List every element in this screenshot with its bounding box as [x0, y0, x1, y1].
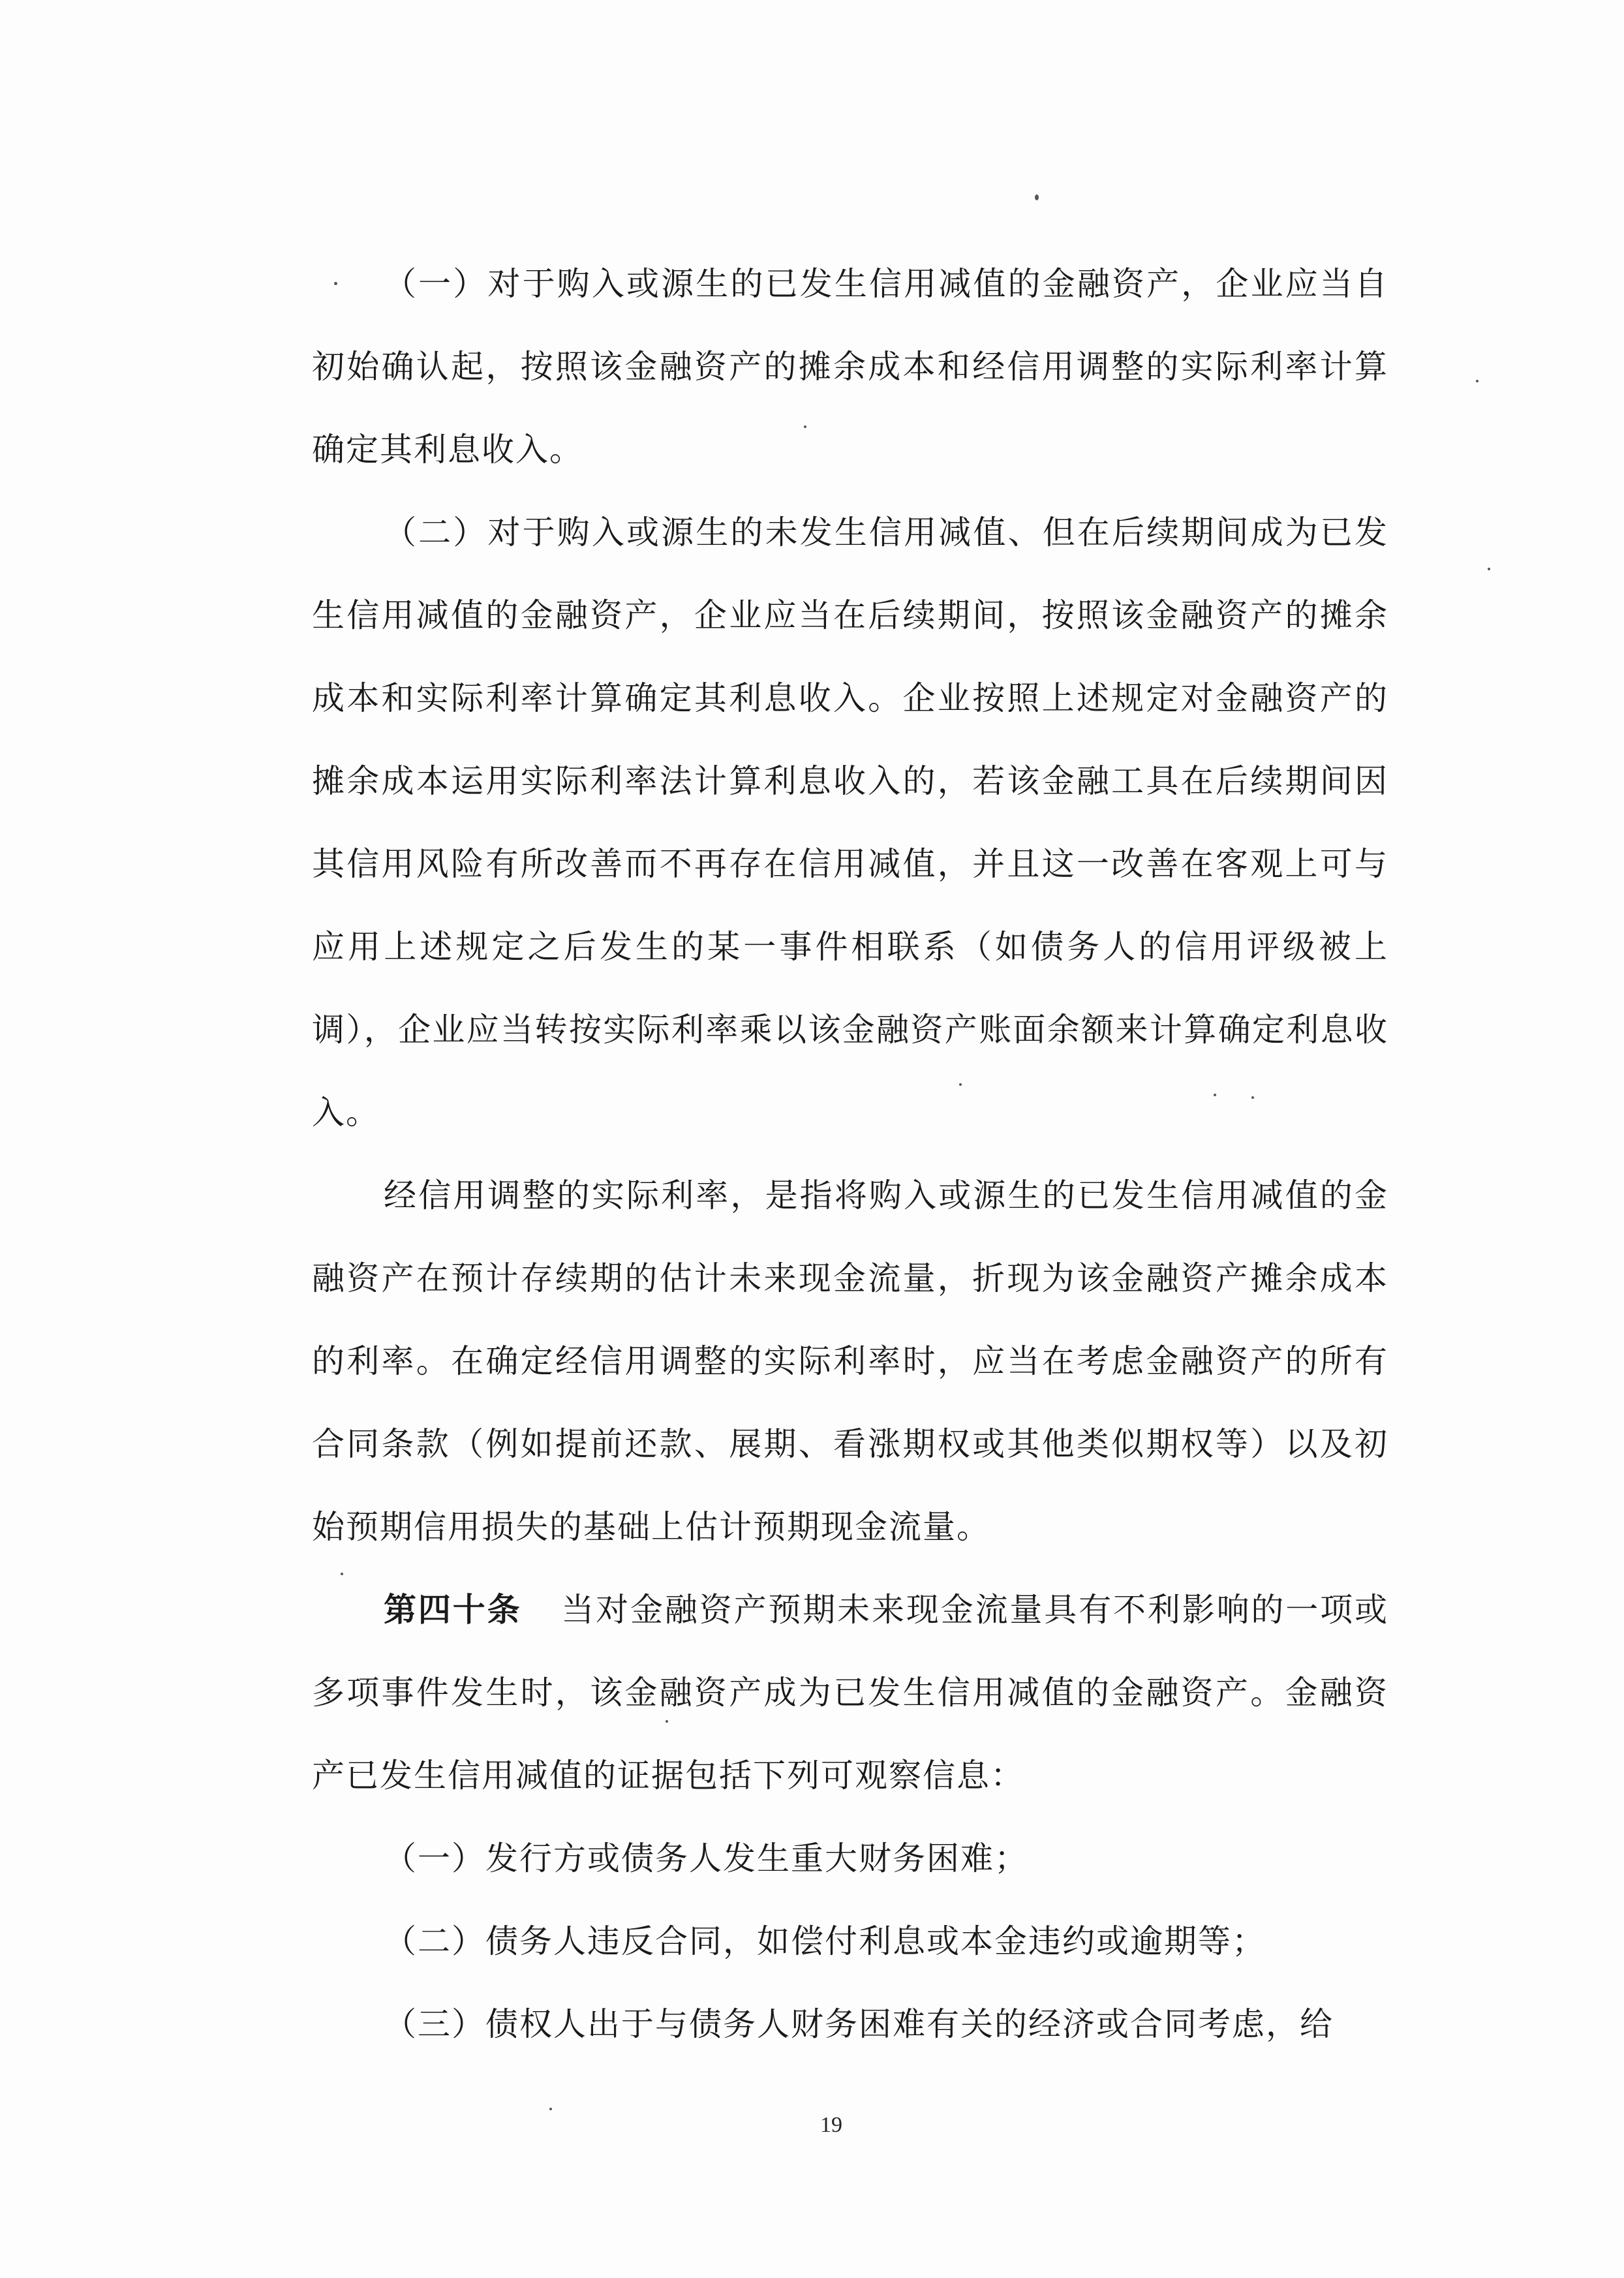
- scan-speck: [341, 1573, 343, 1575]
- paragraph-credit-adjusted-rate: 经信用调整的实际利率，是指将购入或源生的已发生信用减值的金融资产在预计存续期的估计未来现金流量，折现为该金融资产摊余成本的利率。在确定经信用调整的实际利率时，应当在考虑金融资产的所有合同条款（例如提前还款、展期、看涨期权或其他类似期权等）以及初始预期信用损失的基础上估计预期现金流量。: [312, 1177, 1388, 1546]
- scan-speck: [1476, 380, 1478, 382]
- paragraph-item-2: （二）对于购入或源生的未发生信用减值、但在后续期间成为已发生信用减值的金融资产，企业应当在后续期间，按照该金融资产的摊余成本和实际利率计算确定其利息收入。企业按照上述规定对金融资产的摊余成本运用实际利率法计算利息收入的，若该金融工具在后续期间因其信用风险有所改善而不再存在信用减值，并且这一改善在客观上可与应用上述规定之后发生的某一事件相联系（如债务人的信用评级被上调），企业应当转按实际利率乘以该金融资产账面余额来计算确定利息收入。: [312, 514, 1388, 1131]
- paragraph-item-1: （一）对于购入或源生的已发生信用减值的金融资产，企业应当自初始确认起，按照该金融资产的摊余成本和经信用调整的实际利率计算确定其利息收入。: [312, 265, 1388, 469]
- scan-speck: [334, 282, 337, 285]
- scan-speck: [1035, 194, 1039, 200]
- page-number: 19: [820, 2113, 842, 2137]
- article-40-paragraph: [312, 1569, 1388, 1817]
- list-item-2: （二）债务人违反合同，如偿付利息或本金违约或逾期等；: [384, 1922, 1266, 1960]
- scan-speck: [1214, 1094, 1216, 1096]
- list-item-1: （一）发行方或债务人发生重大财务困难；: [384, 1839, 1028, 1877]
- scan-speck: [549, 2108, 552, 2110]
- scan-speck: [959, 1083, 962, 1086]
- article-text: 当对金融资产预期未来现金流量具有不利影响的一项或多项事件发生时，该金融资产成为已发生信用减值的金融资产。金融资产已发生信用减值的证据包括下列可观察信息：: [312, 1591, 1389, 1794]
- scan-speck: [666, 1720, 668, 1723]
- list-item-3: （三）债权人出于与债务人财务困难有关的经济或合同考虑，给: [384, 2005, 1334, 2043]
- scan-speck: [1251, 1096, 1254, 1099]
- scan-speck: [804, 425, 806, 428]
- scan-speck: [1488, 568, 1490, 570]
- article-label: 第四十条: [384, 1591, 522, 1629]
